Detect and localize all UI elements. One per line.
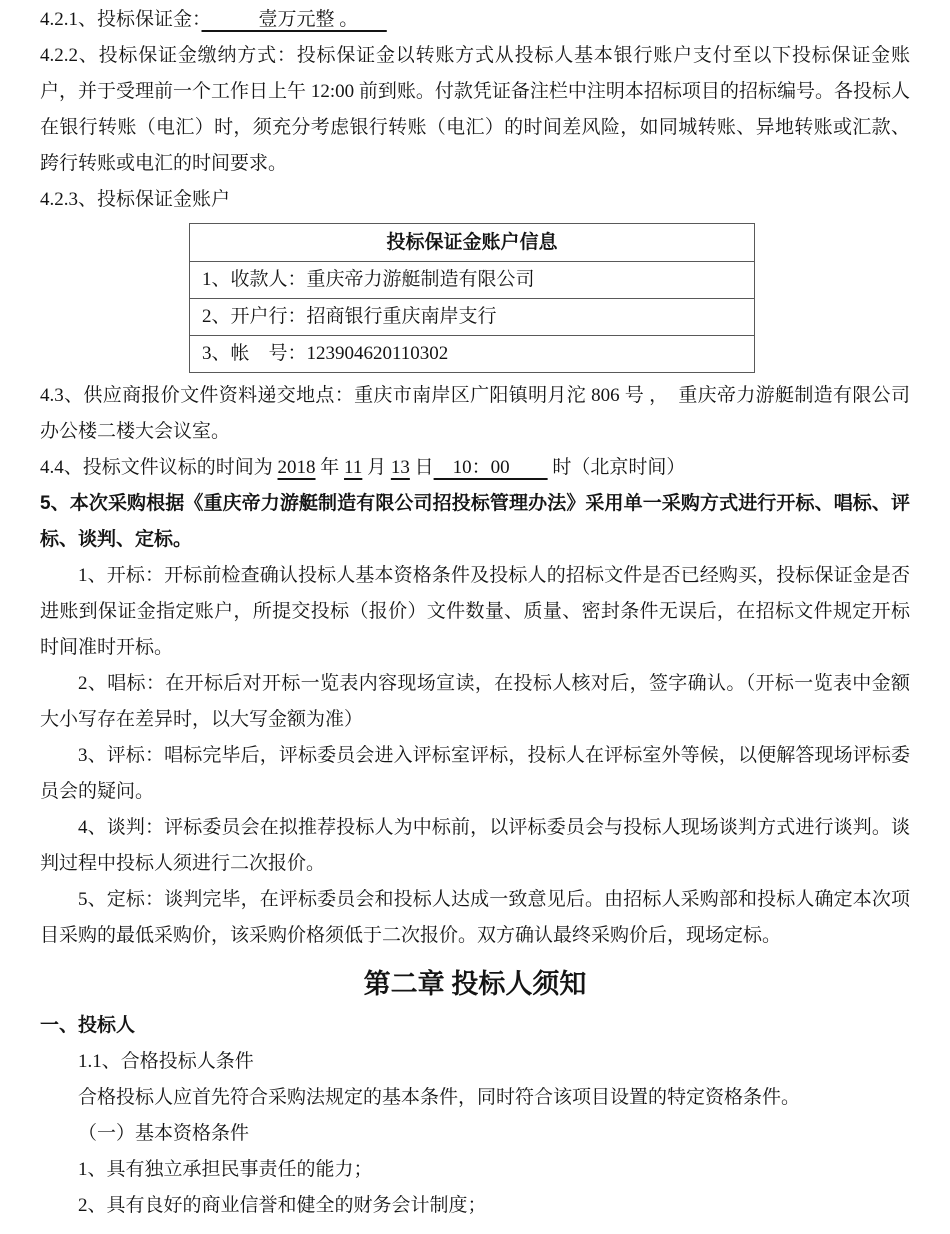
para-4-2-3: 4.2.3、投标保证金账户 <box>40 189 231 210</box>
month-unit: 月 <box>362 457 391 478</box>
list-item-award: 5、定标：谈判完毕，在评标委员会和投标人达成一致意见后。由招标人采购部和投标人确定本次项目采购的最低采购价，该采购价格须低于二次报价。双方确认最终采购价后，现场定标。 <box>40 889 910 946</box>
heading-qualified-bidder: 1.1、合格投标人条件 <box>78 1051 254 1072</box>
list-item-read-bid: 2、唱标：在开标后对开标一览表内容现场宣读，在投标人核对后，签字确认。（开标一览表中金额大小写存在差异时，以大写金额为准） <box>40 673 910 730</box>
bid-bond-amount-underlined: 壹万元整 。 <box>201 9 387 30</box>
table-header-row <box>190 224 755 262</box>
chapter-title: 第二章 投标人须知 <box>363 969 587 999</box>
table-cell-account-number: 3、帐 号：123904620110302 <box>190 336 755 373</box>
bid-time-prefix: 4.4、投标文件议标的时间为 <box>40 457 278 478</box>
para-4-2-1 <box>40 2 910 38</box>
para-5-procurement-method: 5、本次采购根据《重庆帝力游艇制造有限公司招投标管理办法》采用单一采购方式进行开标、唱标、评标、谈判、定标。 <box>40 493 910 550</box>
heading-basic-qualifications: （一）基本资格条件 <box>78 1123 250 1144</box>
bid-bond-account-table <box>189 223 755 373</box>
heading-bidder: 一、投标人 <box>40 1015 136 1036</box>
table-title: 投标保证金账户信息 <box>190 224 755 262</box>
bid-day-underlined: 13 <box>390 457 410 478</box>
bid-time-suffix: 时（北京时间） <box>547 457 686 478</box>
para-4-4 <box>40 450 910 486</box>
year-unit: 年 <box>315 457 345 478</box>
list-basic-qualification-1: 1、具有独立承担民事责任的能力； <box>78 1159 373 1180</box>
list-basic-qualification-2: 2、具有良好的商业信誉和健全的财务会计制度； <box>78 1195 487 1216</box>
bid-month-underlined: 11 <box>344 457 363 478</box>
list-item-negotiate: 4、谈判：评标委员会在拟推荐投标人为中标前，以评标委员会与投标人现场谈判方式进行谈判。谈判过程中投标人须进行二次报价。 <box>40 817 910 874</box>
table-row <box>190 336 755 373</box>
list-item-open-bid: 1、开标：开标前检查确认投标人基本资格条件及投标人的招标文件是否已经购买，投标保证金是否进账到保证金指定账户，所提交投标（报价）文件数量、质量、密封条件无误后，在招标文件规定开标时间准时开标。 <box>40 565 910 658</box>
table-row <box>190 299 755 336</box>
bid-year-underlined: 2018 <box>277 457 316 478</box>
day-unit: 日 <box>409 457 434 478</box>
bid-bond-label: 4.2.1、投标保证金： <box>40 9 202 30</box>
list-item-evaluate-bid: 3、评标：唱标完毕后，评标委员会进入评标室评标，投标人在评标室外等候，以便解答现场评标委员会的疑问。 <box>40 745 910 802</box>
para-4-3: 4.3、供应商报价文件资料递交地点：重庆市南岸区广阳镇明月沱 806 号 ， 重庆帝力游艇制造有限公司办公楼二楼大会议室。 <box>40 385 910 442</box>
para-4-2-2: 4.2.2、投标保证金缴纳方式：投标保证金以转账方式从投标人基本银行账户支付至以下投标保证金账户，并于受理前一个工作日上午 12:00 前到账。付款凭证备注栏中注明本招标项目的招标编号。各投标人在银行转账（电汇）时，须充分考虑银行转账（电汇）的时间差风险，如同城转账、异地转账或汇款、跨行转账或电汇的时间要求。 <box>40 45 910 174</box>
bid-hour-underlined: 10：00 <box>433 457 548 478</box>
table-cell-payee: 1、收款人：重庆帝力游艇制造有限公司 <box>190 262 755 299</box>
table-cell-bank: 2、开户行：招商银行重庆南岸支行 <box>190 299 755 336</box>
table-row <box>190 262 755 299</box>
para-qualified-intro: 合格投标人应首先符合采购法规定的基本条件，同时符合该项目设置的特定资格条件。 <box>78 1087 801 1108</box>
